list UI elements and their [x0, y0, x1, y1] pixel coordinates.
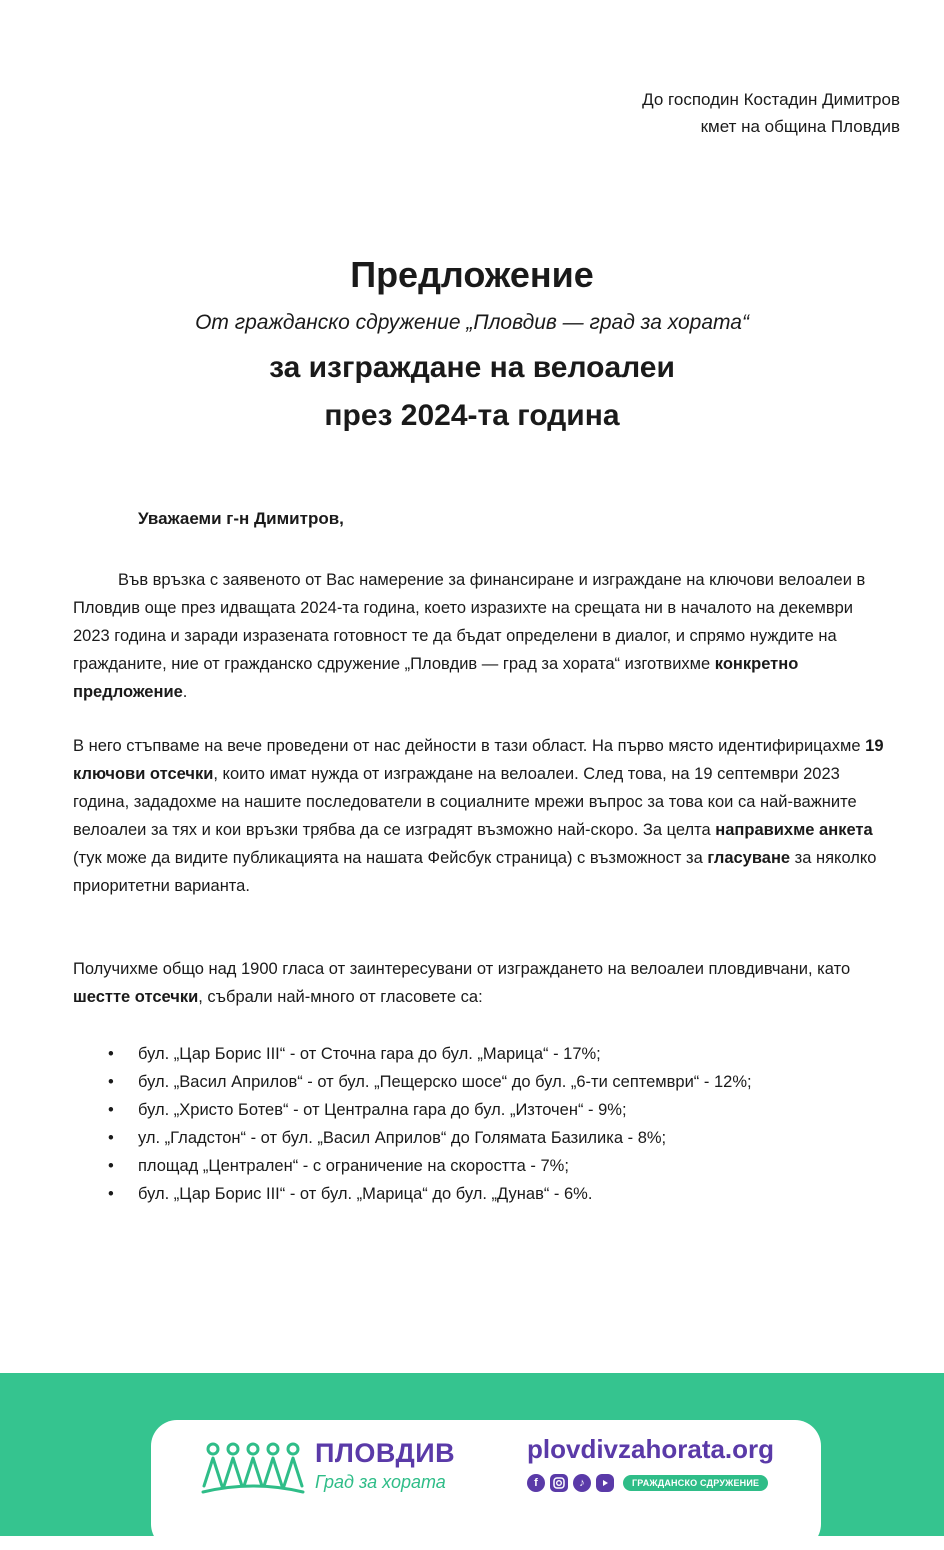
youtube-icon[interactable] — [596, 1474, 614, 1492]
paragraph-results-text-1: Получихме общо над 1900 гласа от заинтересувани от изграждането на велоалеи пловдивчани, като — [73, 960, 851, 978]
paragraph-survey-bold-1: 19 ключови отсечки — [73, 737, 884, 783]
paragraph-intro-text: Във връзка с заявеното от Вас намерение за финансиране и изграждане на ключови велоалеи в Пловдив още през идващата 2024-та година, което изразихте на срещата ни в началото на декември 2023 година и заради изразената готовност те да бъдат определени в диалог, и спрямо нуждите на гражданите, ние от гражданско сдружение „Пловдив — град за хората“ изготвихме — [73, 571, 866, 673]
logo-name: ПЛОВДИВ — [315, 1438, 456, 1468]
paragraph-intro-end: . — [182, 683, 188, 701]
civic-association-badge: ГРАЖДАНСКО СДРУЖЕНИЕ — [623, 1475, 768, 1491]
footer-card — [151, 1420, 821, 1550]
tiktok-icon[interactable]: ♪ — [573, 1474, 591, 1492]
title-block — [0, 250, 944, 440]
paragraph-survey-text-3: (тук може да видите публикацията на нашата Фейсбук страница) с възможност за — [73, 849, 708, 867]
paragraph-results-bold: шестте отсечки — [73, 988, 199, 1006]
paragraph-intro — [73, 566, 893, 706]
people-logo-icon — [201, 1440, 305, 1496]
list-item: • бул. „Цар Борис III“ - от бул. „Марица“ до бул. „Дунав“ - 6%. — [108, 1180, 752, 1208]
addressee-name: До господин Костадин Димитров — [642, 90, 900, 109]
paragraph-survey-text-2: , които имат нужда от изграждане на велоалеи. След това, на 19 септември 2023 година, зададохме на нашите последователи в социалните мрежи въпрос за това кои са най-важните велоалеи за тях и кои връзки трябва да се изградят възможно най-скоро. За целта — [73, 765, 857, 839]
list-item: • площад „Централен“ - с ограничение на скоростта - 7%; — [108, 1152, 752, 1180]
website-link[interactable]: plovdivzahorata.org — [527, 1434, 775, 1464]
list-item: • бул. „Цар Борис III“ - от Сточна гара до бул. „Марица“ - 17%; — [108, 1040, 752, 1068]
facebook-icon[interactable]: f — [527, 1474, 545, 1492]
salutation: Уважаеми г-н Димитров, — [138, 509, 344, 528]
document-title: Предложение — [350, 254, 594, 295]
logo-tagline: Град за хората — [315, 1472, 446, 1492]
paragraph-survey-text-4: за няколко приоритетни варианта. — [73, 849, 877, 895]
social-links — [527, 1474, 768, 1492]
paragraph-results-text-2: , събрали най-много от гласовете са: — [198, 988, 483, 1006]
list-item: • бул. „Христо Ботев“ - от Централна гара до бул. „Източен“ - 9%; — [108, 1096, 752, 1124]
instagram-icon[interactable] — [550, 1474, 568, 1492]
addressee-block — [642, 86, 900, 140]
paragraph-results — [73, 955, 893, 1011]
paragraph-survey-bold-3: гласуване — [707, 849, 791, 867]
segments-list — [108, 1040, 752, 1208]
heading-line-2: през 2024-та година — [324, 399, 620, 432]
paragraph-survey-bold-2: направихме анкета — [715, 821, 873, 839]
list-item: • ул. „Гладстон“ - от бул. „Васил Априлов“ до Голямата Базилика - 8%; — [108, 1124, 752, 1152]
addressee-role: кмет на община Пловдив — [700, 117, 900, 136]
heading-line-1: за изграждане на велоалеи — [269, 351, 675, 384]
paragraph-survey — [73, 732, 893, 900]
document-subtitle: От гражданско сдружение „Пловдив — град за хората“ — [195, 311, 749, 334]
paragraph-intro-bold: конкретно предложение — [73, 655, 799, 701]
paragraph-survey-text-1: В него стъпваме на вече проведени от нас дейности в тази област. На първо място идентифирицахме — [73, 737, 866, 755]
list-item: • бул. „Васил Априлов“ - от бул. „Пещерско шосе“ до бул. „6-ти септември“ - 12%; — [108, 1068, 752, 1096]
document-heading — [0, 344, 944, 440]
